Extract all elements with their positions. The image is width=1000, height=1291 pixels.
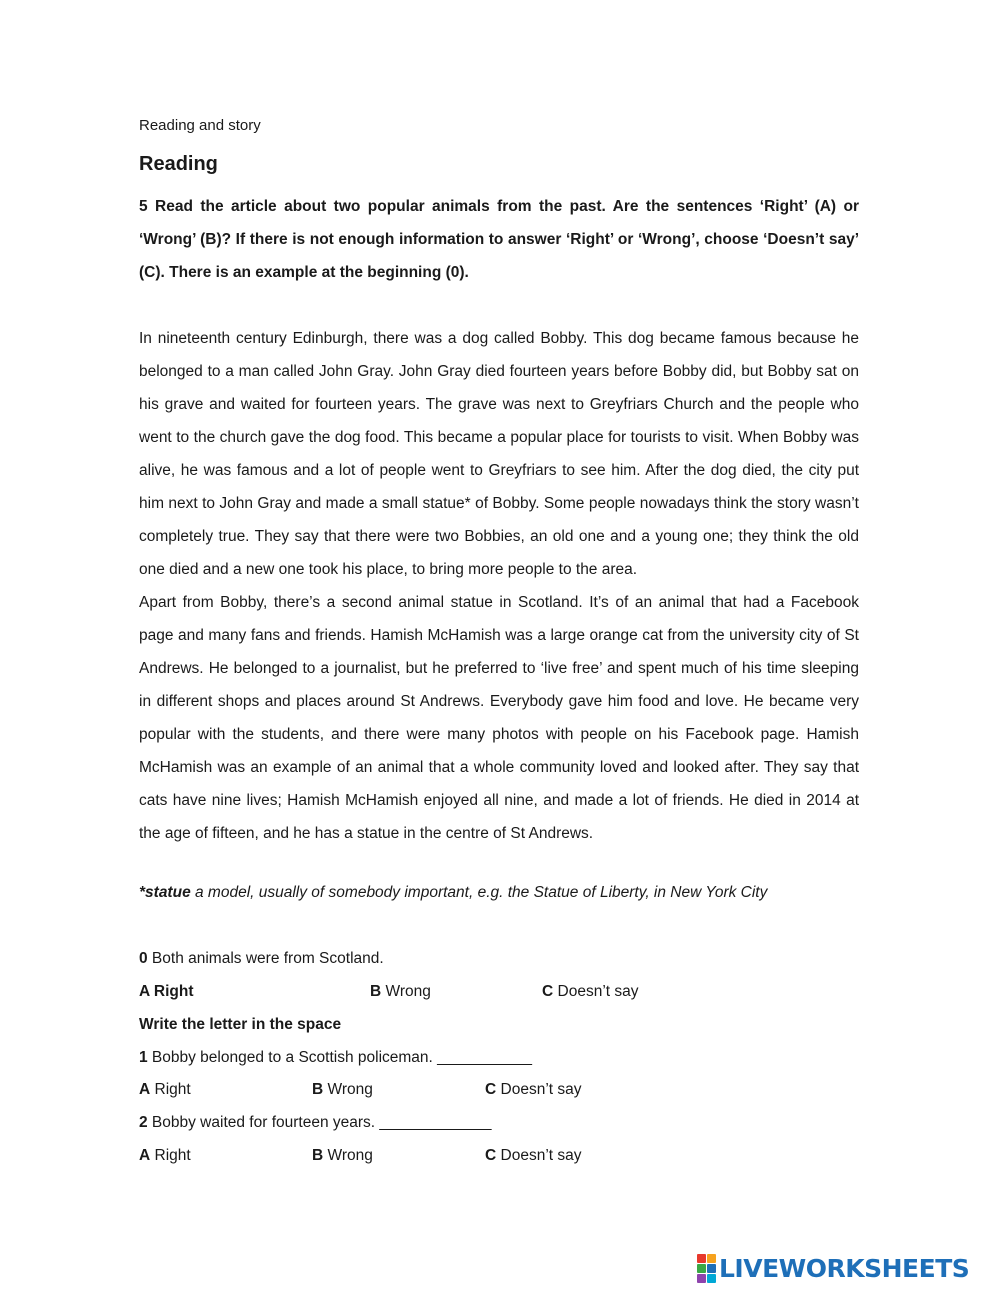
article-paragraph-bobby: In nineteenth century Edinburgh, there was a dog called Bobby. This dog became famous because he belonged to a man called John Gray. John Gray died fourteen years before Bobby did, but Bobby sat on his grave and waited for fourteen years. The grave was next to Greyfriars Church and the people who went to the church gave the dog food. This became a popular place for tourists to visit. When Bobby was alive, he was famous and a lot of people went to Greyfriars to see him. After the dog died, the city put him next to John Gray and made a small statue* of Bobby. Some people nowadays think the story wasn’t completely true. They say that there were two Bobbies, an old one and a young one; they think the old one died and a new one took his place, to bring more people to the area. xyxy=(139,330,859,578)
article-paragraph-hamish: Apart from Bobby, there’s a second animal statue in Scotland. It’s of an animal that had a Facebook page and many fans and friends. Hamish McHamish was a large orange cat from the university city of St Andrews. He belonged to a journalist, but he preferred to ‘live free’ and spent much of his time sleeping in different shops and places around St Andrews. Everybody gave him food and love. He became very popular with the students, and there were many photos with people on his Facebook page. Hamish McHamish was an example of an animal that a whole community loved and looked after. They say that cats have nine lives; Hamish McHamish enjoyed all nine, and made a lot of friends. He died in 2014 at the age of fifteen, and he has a statue in the centre of St Andrews. xyxy=(139,594,859,842)
footnote xyxy=(139,884,767,902)
task-instructions: 5 Read the article about two popular animals from the past. Are the sentences ‘Right’ (A) or ‘Wrong’ (B)? If there is not enough information to answer ‘Right’ or ‘Wrong’, choose ‘Doesn’t say’ (C). There is an example at the beginning (0). xyxy=(139,198,859,281)
option-letter: B xyxy=(312,1147,324,1164)
option-text: Doesn’t say xyxy=(553,983,639,1000)
logo-block xyxy=(707,1254,716,1263)
question-text[interactable]: Bobby belonged to a Scottish policeman. ___________ xyxy=(147,1049,532,1066)
logo-block xyxy=(697,1264,706,1273)
logo-block xyxy=(707,1274,716,1283)
question-2 xyxy=(139,1114,491,1132)
question-1-option-c xyxy=(485,1081,582,1099)
option-letter: C xyxy=(542,983,554,1000)
option-text: Doesn’t say xyxy=(496,1147,582,1164)
footnote-definition: a model, usually of somebody important, e.g. the Statue of Liberty, in New York City xyxy=(190,884,768,901)
logo-block xyxy=(697,1254,706,1263)
section-label: Reading and story xyxy=(139,117,261,134)
example-option-a: A Right xyxy=(139,983,194,1000)
question-text[interactable]: Bobby waited for fourteen years. _____________ xyxy=(147,1114,492,1131)
option-letter: B xyxy=(312,1081,324,1098)
write-instruction: Write the letter in the space xyxy=(139,1016,342,1033)
option-letter: A xyxy=(139,1081,151,1098)
logo-block xyxy=(697,1274,706,1283)
option-letter: A xyxy=(139,1147,151,1164)
option-text: Right xyxy=(150,1147,191,1164)
logo-text: LIVEWORKSHEETS xyxy=(719,1254,970,1283)
footnote-term: *statue xyxy=(139,884,191,901)
question-number: 0 xyxy=(139,950,148,967)
question-1-option-b xyxy=(312,1081,373,1099)
question-1-option-a xyxy=(139,1081,191,1099)
option-text: Wrong xyxy=(381,983,431,1000)
logo-blocks-icon xyxy=(697,1254,716,1283)
option-letter: C xyxy=(485,1147,497,1164)
question-2-option-a xyxy=(139,1147,191,1165)
question-2-option-c xyxy=(485,1147,582,1165)
liveworksheets-logo[interactable] xyxy=(697,1254,969,1283)
article xyxy=(139,322,859,850)
option-letter: C xyxy=(485,1081,497,1098)
option-text: Wrong xyxy=(323,1081,373,1098)
logo-block xyxy=(707,1264,716,1273)
option-text: Doesn’t say xyxy=(496,1081,582,1098)
option-text: Wrong xyxy=(323,1147,373,1164)
option-letter: B xyxy=(370,983,382,1000)
example-option-c xyxy=(542,983,639,1001)
example-question xyxy=(139,950,384,968)
page-title: Reading xyxy=(139,153,218,175)
question-number: 1 xyxy=(139,1049,148,1066)
option-text: Right xyxy=(150,1081,191,1098)
example-option-b xyxy=(370,983,431,1001)
question-number: 2 xyxy=(139,1114,148,1131)
question-text: Both animals were from Scotland. xyxy=(147,950,384,967)
question-1 xyxy=(139,1049,532,1067)
question-2-option-b xyxy=(312,1147,373,1165)
